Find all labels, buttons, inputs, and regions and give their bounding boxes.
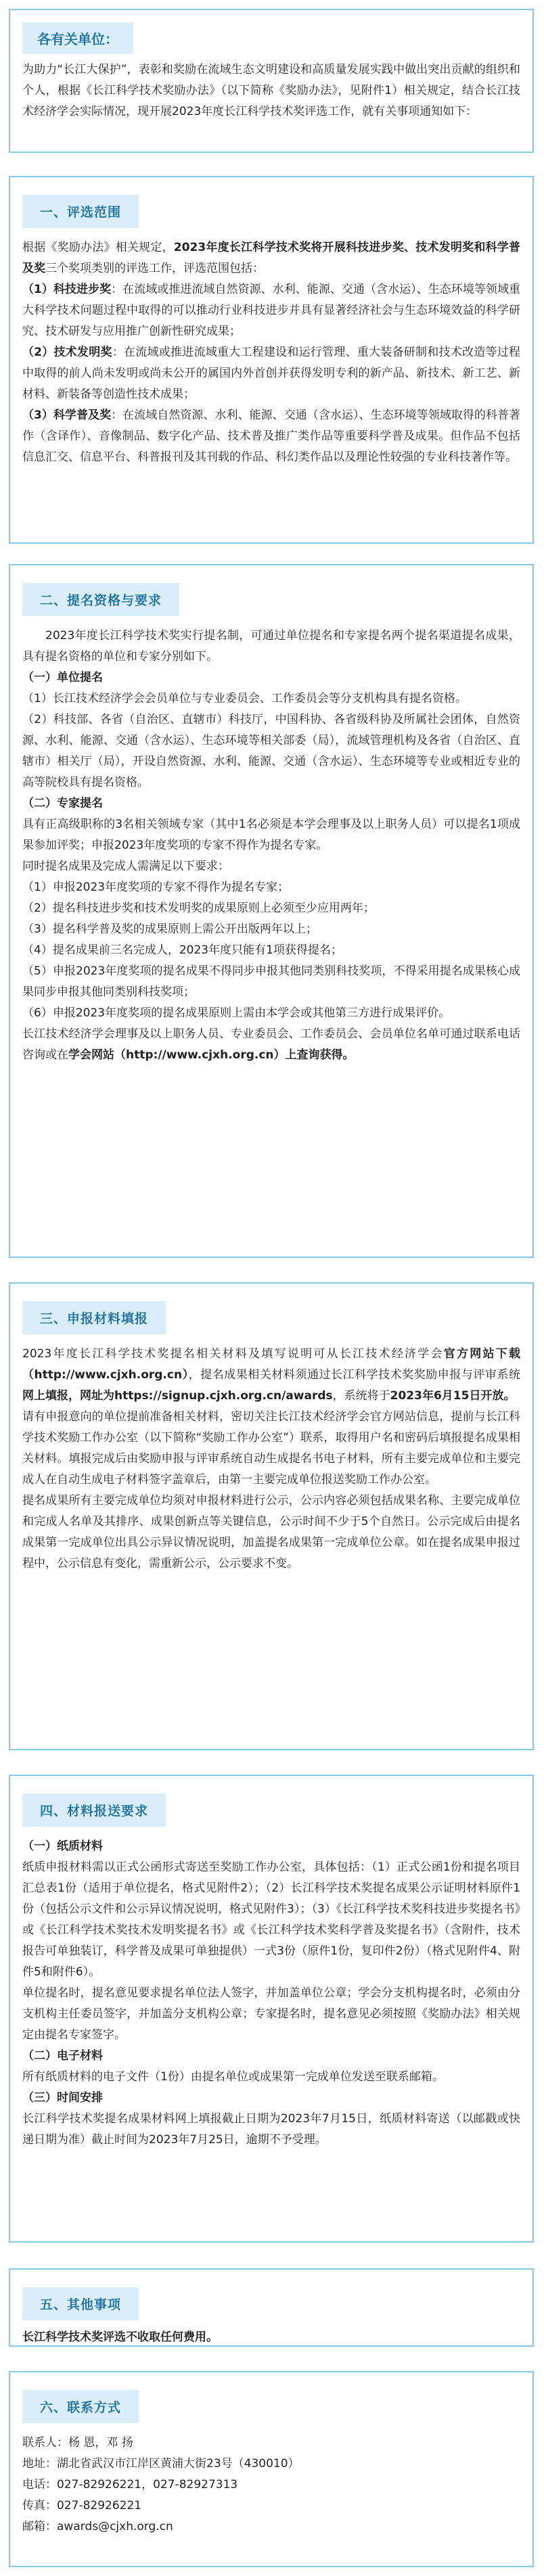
scope-item-popular-text: ：在流域自然资源、水利、能源、交通（含水运）、生态环境等领域取得的科普著作（含译作）、音像制品、数字化产品、技术普及推广类作品等重要科学普及成果。但作品不包括信息汇交、信息平台、科普报刊及其刊载的作品、科幻类作品以及理论性较强的专业科技著作等。 [22,408,520,464]
submission-schedule-text: 长江科学技术奖提名成果材料网上填报截止日期为2023年7月15日，纸质材料寄送（以邮戳或快递日期为准）截止时间为2023年7月25日，逾期不予受理。 [22,2112,520,2147]
scope-lead-a: 根据《奖励办法》相关规定， [22,241,174,254]
nomination-req-4: （4）提名成果前三名完成人，2023年度只能有1项获得提名； [22,943,342,957]
materials-signup-link[interactable]: 网上填报，网址为https://signup.cjxh.org.cn/awards [22,1389,333,1403]
contact-email[interactable]: 邮箱：awards@cjxh.org.cn [22,2520,173,2533]
nomination-expert-1: 具有正高级职称的3名相关领域专家（其中1名必须是本学会理事及以上职务人员）可以提名1项成果参加评奖；申报2023年度奖项的专家不得作为提名专家。 [22,818,520,852]
submission-paper-text: 纸质申报材料需以正式公函形式寄送至奖励工作办公室，具体包括：（1）正式公函1份和提名项目汇总表1份（适用于单位提名，格式见附件2）；（2）长江科学技术奖提名成果公示证明材料原件1份（包括公示文件和公示异议情况说明，格式见附件3）；（3）《长江科学技术奖科技进步奖提名书》或《长江科学技术奖技术发明奖提名书》或《长江科学技术奖科学普及奖提名书》（含附件，技术报告可单独装订，科学普及成果可单独提供）一式3份（原件1份，复印件2份）（格式见附件4、附件5和附件6）。 [22,1860,520,1979]
contact-address: 地址：湖北省武汉市江岸区黄浦大街23号（430010） [22,2457,300,2470]
section-scope-title: 一、评选范围 [22,195,139,228]
scope-item-invention-label: （2）技术发明奖 [22,346,112,359]
materials-official-site-link[interactable]: 官方网站下载（http://www.cjxh.org.cn） [22,1347,521,1382]
submission-schedule-heading: （三）时间安排 [22,2091,103,2105]
section-nomination [9,564,534,1258]
scope-item-progress [22,279,520,342]
contact-fax: 传真：027-82926221 [22,2499,142,2512]
scope-item-popular-label: （3）科学普及奖 [22,408,112,422]
intro-title: 各有关单位： [22,22,133,54]
nomination-req-5: （5）申报2023年度奖项的提名成果不得同步申报其他同类别科技奖项，不得采用提名成果核心成果同步申报其他同类别科技奖项； [22,964,520,999]
intro-text: 为助力“长江大保护”，表彰和奖励在流域生态文明建设和高质量发展实践中做出突出贡献的组织和个人，根据《长江科学技术奖励办法》（以下简称《奖励办法》，见附件1）相关规定，结合长江技术经济学会实际情况，现开展2023年度长江科学技术奖评选工作，就有关事项通知如下： [22,63,520,118]
materials-p1-a: 2023年度长江科学技术奖提名相关材料及填写说明可从长江技术经济学会 [22,1347,444,1361]
materials-p1-e: ，系统将于 [332,1389,390,1403]
section-contact-title: 六、联系方式 [22,2390,139,2423]
scope-lead [22,237,520,279]
scope-item-invention [22,342,520,405]
materials-p2: 请有申报意向的单位提前准备相关材料，密切关注长江技术经济学会官方网站信息，提前与长江科学技术奖励工作办公室（以下简称“奖励工作办公室”）联系，取得用户名和密码后填报提名成果相关材料。填报完成后由奖励申报与评审系统自动生成提名书电子材料，所有主要完成单位和主要完成人在自动生成电子材料签字盖章后，由第一主要完成单位报送奖励工作办公室。 [22,1410,520,1486]
nomination-req-1: （1）申报2023年度奖项的专家不得作为提名专家； [22,881,290,894]
scope-lead-b: 2023年度长江科学技术奖将开展科技进步奖、技术发明奖和科学普及奖 [22,241,520,275]
submission-electronic-text: 所有纸质材料的电子文件（1份）由提名单位或成果第一完成单位发送至联系邮箱。 [22,2070,444,2084]
section-materials [9,1282,534,1750]
nomination-end-link[interactable]: 学会网站（http://www.cjxh.org.cn）上查询获得。 [68,1048,355,1062]
nomination-req-6: （6）申报2023年度奖项的提名成果原则上需由本学会或其他第三方进行成果评价。 [22,1006,451,1020]
contact-persons: 联系人：杨 恩，邓 扬 [22,2436,133,2450]
nomination-req-3: （3）提名科学普及奖的成果原则上需公开出版两年以上； [22,922,317,936]
submission-paper-heading: （一）纸质材料 [22,1840,103,1853]
nomination-unit-heading: （一）单位提名 [22,671,103,684]
section-contact [9,2371,534,2567]
materials-p3: 提名成果所有主要完成单位均须对申报材料进行公示，公示内容必须包括成果名称、主要完成单位和完成人名单及其排序、成果创新点等关键信息，公示时间不少于5个自然日。公示完成后由提名成果第一完成单位出具公示异议情况说明，加盖提名成果第一完成单位公章。如在提名成果申报过程中，公示信息有变化，需重新公示，公示要求不变。 [22,1494,520,1570]
section-submission-title: 四、材料报送要求 [22,1794,166,1827]
section-materials-title: 三、申报材料填报 [22,1301,166,1334]
intro-card [9,9,534,153]
submission-sign-text: 单位提名时，提名意见要求提名单位法人签字，并加盖单位公章；学会分支机构提名时，必须由分支机构主任委员签字，并加盖分支机构公章；专家提名时，提名意见必须按照《奖励办法》相关规定由提名专家签字。 [22,1986,520,2042]
nomination-end-a: 长江技术经济学会理事及以上职务人员、专业委员会、工作委员会、会员单位名单可通过联系电话咨询或在 [22,1027,520,1062]
nomination-unit-2: （2）科技部、各省（自治区、直辖市）科技厅，中国科协、各省级科协及所属社会团体，自然资源、水利、能源、交通（含水运）、生态环境等相关部委（局），流域管理机构及各省（自治区、直辖市）相关厅（局），开设自然资源、水利、能源、交通（含水运）、生态环境等专业或相近专业的高等院校具有提名资格。 [22,713,520,789]
nomination-end [22,1024,520,1066]
section-nomination-title: 二、提名资格与要求 [22,583,179,616]
nomination-expert-heading: （二）专家提名 [22,797,103,810]
nomination-unit-1: （1）长江技术经济学会会员单位与专业委员会、工作委员会等分支机构具有提名资格。 [22,692,467,705]
scope-item-popular [22,405,520,468]
scope-item-progress-label: （1）科技进步奖 [22,283,112,296]
scope-item-progress-text: ：在流域或推进流域自然资源、水利、能源、交通（含水运）、生态环境等领域重大科学技术问题过程中取得的可以推动行业科技进步并具有显著经济社会与生态环境效益的科学研究、技术研发与应用推广创新性研究成果； [22,283,520,338]
submission-electronic-heading: （二）电子材料 [22,2049,103,2063]
scope-lead-c: 三个奖项类别的评选工作，评选范围包括： [45,262,264,275]
other-text: 长江科学技术奖评选不收取任何费用。 [22,2331,218,2344]
section-other-title: 五、其他事项 [22,2287,139,2320]
nomination-intro: 2023年度长江科学技术奖实行提名制，可通过单位提名和专家提名两个提名渠道提名成果，具有提名资格的单位和专家分别如下。 [22,629,520,663]
section-scope [9,176,534,544]
section-other [9,2268,534,2347]
scope-item-invention-text: ：在流域或推进流域重大工程建设和运行管理、重大装备研制和技术改造等过程中取得的前人尚未发明或尚未公开的属国内外首创并获得发明专利的新产品、新技术、新工艺、新材料、新装备等创造性技术成果； [22,346,520,401]
nomination-req-2: （2）提名科技进步奖和技术发明奖的成果原则上必须至少应用两年； [22,901,375,915]
materials-open-date: 2023年6月15日开放。 [390,1389,516,1403]
contact-phone: 电话：027-82926221，027-82927313 [22,2478,238,2491]
section-submission [9,1775,534,2243]
nomination-expert-2: 同时提名成果及完成人需满足以下要求： [22,860,229,873]
materials-p1 [22,1344,520,1407]
materials-p1-c: ，提名成果相关材料须通过长江科学技术奖奖励申报与评审系统 [188,1368,520,1382]
